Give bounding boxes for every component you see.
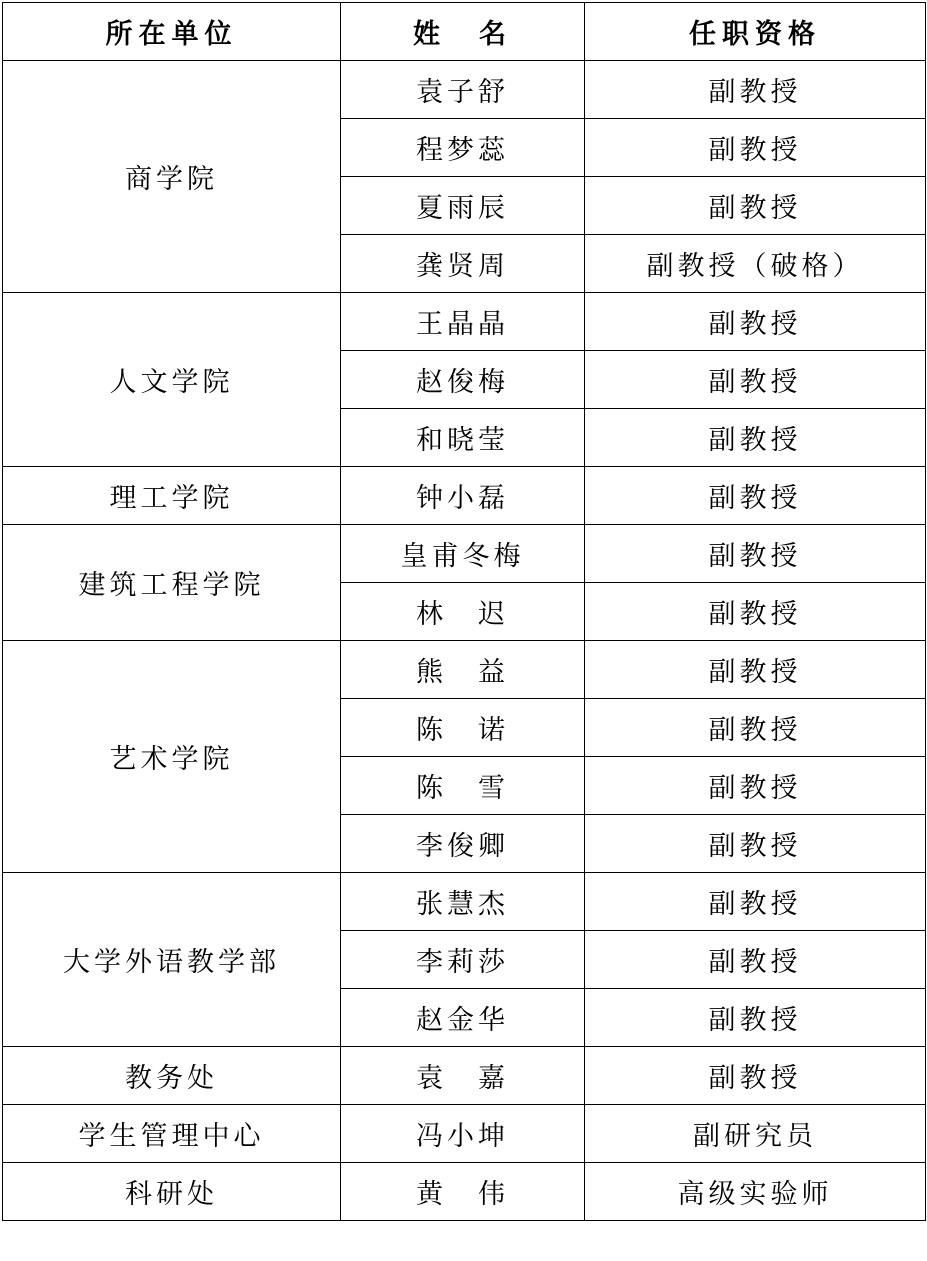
unit-cell: 学生管理中心 — [3, 1105, 341, 1163]
name-cell: 熊 益 — [341, 641, 585, 699]
qualification-cell: 副教授 — [585, 873, 926, 931]
qualification-cell: 副教授 — [585, 1047, 926, 1105]
name-cell: 李莉莎 — [341, 931, 585, 989]
header-name: 姓 名 — [341, 3, 585, 61]
name-cell: 赵金华 — [341, 989, 585, 1047]
name-cell: 赵俊梅 — [341, 351, 585, 409]
table-row — [3, 1105, 926, 1163]
unit-cell: 大学外语教学部 — [3, 873, 341, 1047]
table-body — [3, 61, 926, 1221]
unit-cell: 理工学院 — [3, 467, 341, 525]
qualification-cell: 副教授 — [585, 61, 926, 119]
qualification-cell: 副教授 — [585, 583, 926, 641]
name-cell: 皇甫冬梅 — [341, 525, 585, 583]
name-cell: 陈 雪 — [341, 757, 585, 815]
table-row — [3, 467, 926, 525]
table-row — [3, 1047, 926, 1105]
name-cell: 李俊卿 — [341, 815, 585, 873]
table-row — [3, 293, 926, 351]
table-row — [3, 61, 926, 119]
unit-cell: 科研处 — [3, 1163, 341, 1221]
table-row — [3, 1163, 926, 1221]
name-cell: 袁子舒 — [341, 61, 585, 119]
name-cell: 黄 伟 — [341, 1163, 585, 1221]
name-cell: 和晓莹 — [341, 409, 585, 467]
qualification-cell: 副教授（破格） — [585, 235, 926, 293]
qualification-cell: 副教授 — [585, 989, 926, 1047]
qualification-cell: 副教授 — [585, 351, 926, 409]
qualification-cell: 副教授 — [585, 177, 926, 235]
header-row — [3, 3, 926, 61]
qualification-cell: 副教授 — [585, 699, 926, 757]
qualification-cell: 副教授 — [585, 119, 926, 177]
name-cell: 钟小磊 — [341, 467, 585, 525]
qualification-cell: 副教授 — [585, 815, 926, 873]
header-qualification: 任职资格 — [585, 3, 926, 61]
name-cell: 陈 诺 — [341, 699, 585, 757]
unit-cell: 商学院 — [3, 61, 341, 293]
name-cell: 龚贤周 — [341, 235, 585, 293]
name-cell: 夏雨辰 — [341, 177, 585, 235]
unit-cell: 教务处 — [3, 1047, 341, 1105]
name-cell: 袁 嘉 — [341, 1047, 585, 1105]
name-cell: 林 迟 — [341, 583, 585, 641]
name-cell: 张慧杰 — [341, 873, 585, 931]
roster-table — [2, 2, 926, 1221]
table-row — [3, 641, 926, 699]
unit-cell: 建筑工程学院 — [3, 525, 341, 641]
qualification-cell: 副教授 — [585, 757, 926, 815]
qualification-cell: 高级实验师 — [585, 1163, 926, 1221]
qualification-cell: 副教授 — [585, 467, 926, 525]
qualification-cell: 副教授 — [585, 409, 926, 467]
unit-cell: 艺术学院 — [3, 641, 341, 873]
qualification-cell: 副教授 — [585, 293, 926, 351]
table-row — [3, 525, 926, 583]
qualification-cell: 副教授 — [585, 641, 926, 699]
qualification-cell: 副教授 — [585, 931, 926, 989]
name-cell: 程梦蕊 — [341, 119, 585, 177]
name-cell: 王晶晶 — [341, 293, 585, 351]
unit-cell: 人文学院 — [3, 293, 341, 467]
table-header — [3, 3, 926, 61]
table-row — [3, 873, 926, 931]
qualification-cell: 副教授 — [585, 525, 926, 583]
qualification-cell: 副研究员 — [585, 1105, 926, 1163]
header-unit: 所在单位 — [3, 3, 341, 61]
name-cell: 冯小坤 — [341, 1105, 585, 1163]
